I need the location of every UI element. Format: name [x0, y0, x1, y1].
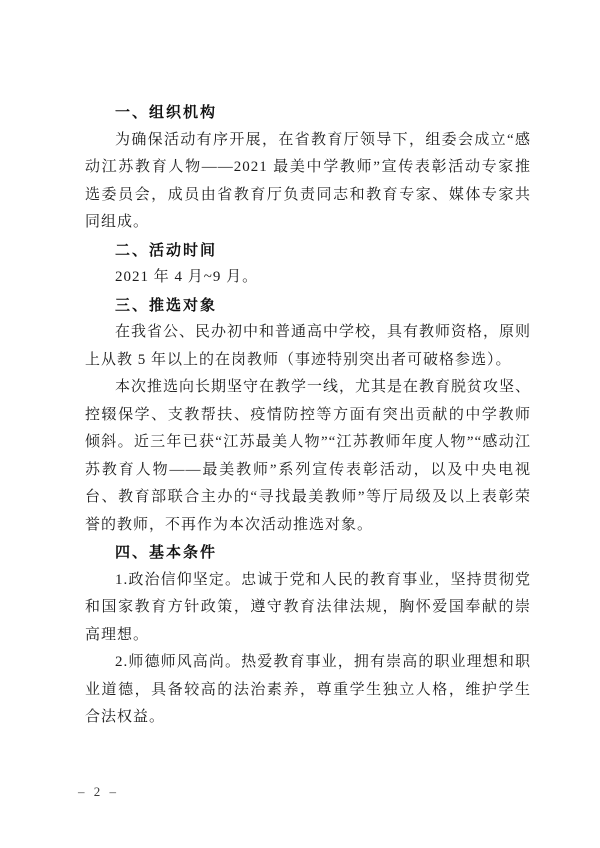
paragraph-activity-time-1: 2021 年 4 月~9 月。	[115, 269, 259, 285]
section-heading-activity-time: 二、活动时间	[115, 241, 218, 259]
page-number: – 2 –	[78, 784, 119, 799]
paragraph-selection-targets-1: 在我省公、民办初中和普通高中学校，具有教师资格，原则上从教 5 年以上的在岗教师（事迹特别突出者可破格参选）。	[85, 324, 532, 368]
paragraph-basic-conditions-2: 2.师德师风高尚。热爱教育事业，拥有崇高的职业理想和职业道德，具备较高的法治素养，尊重学生独立人格，维护学生合法权益。	[85, 654, 531, 725]
paragraph-selection-targets-2: 本次推选向长期坚守在教学一线，尤其是在教育脱贫攻坚、控辍保学、支教帮扶、疫情防控等方面有突出贡献的中学教师倾斜。近三年已获“江苏最美人物”“江苏教师年度人物”“感动江苏教育人物——最美教师”系列宣传表彰活动，以及中央电视台、教育部联合主办的“寻找最美教师”等厅局级及以上表彰荣誉的教师，不再作为本次活动推选对象。	[85, 379, 532, 533]
section-heading-selection-targets: 三、推选对象	[115, 296, 218, 314]
paragraph-organization-1: 为确保活动有序开展，在省教育厅领导下，组委会成立“感动江苏教育人物——2021 最美中学教师”宣传表彰活动专家推选委员会，成员由省教育厅负责同志和教育专家、媒体专家共同组成。	[85, 131, 531, 230]
paragraph-basic-conditions-1: 1.政治信仰坚定。忠诚于党和人民的教育事业，坚持贯彻党和国家教育方针政策，遵守教育法律法规，胸怀爱国奉献的崇高理想。	[85, 571, 531, 643]
document-body	[85, 99, 531, 732]
section-heading-organization: 一、组织机构	[115, 104, 218, 121]
section-heading-basic-conditions: 四、基本条件	[115, 544, 218, 561]
